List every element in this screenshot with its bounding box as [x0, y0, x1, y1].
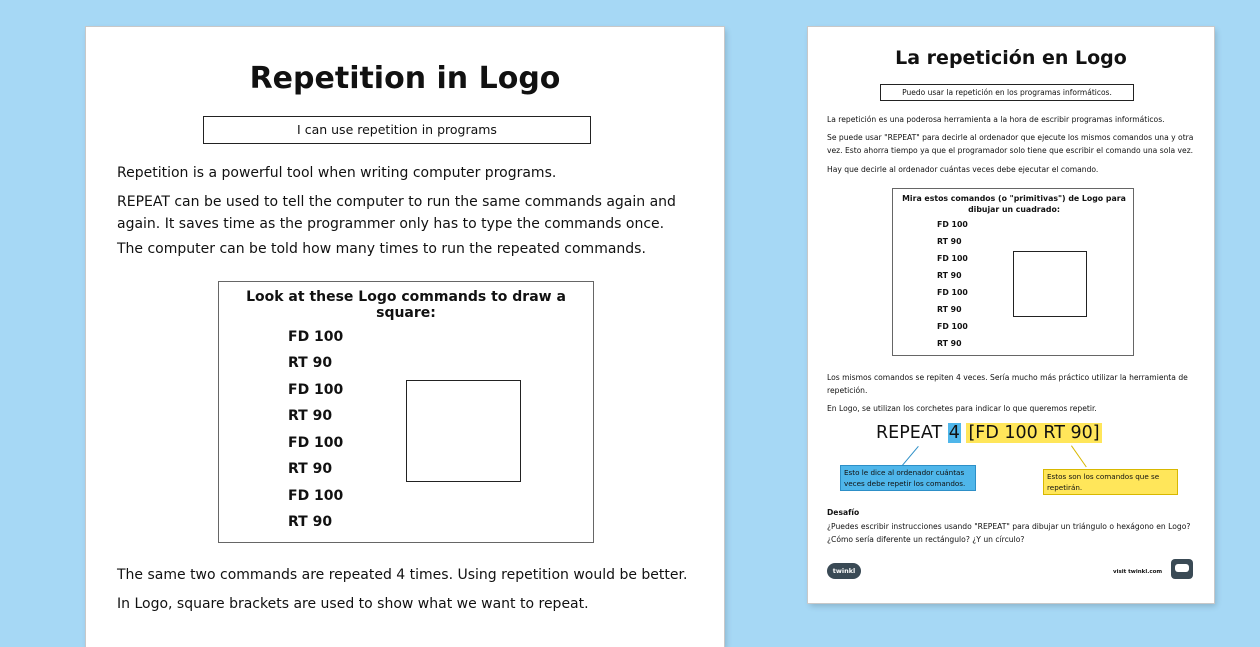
square-drawing	[406, 380, 521, 482]
logo-command: RT 90	[937, 305, 962, 314]
intro-paragraph: Hay que decirle al ordenador cuántas veces debe ejecutar el comando.	[827, 165, 1099, 174]
twinkl-logo: twinkl	[827, 563, 861, 579]
count-connector	[901, 446, 918, 467]
commands-callout: Estos son los comandos que se repetirán.	[1043, 469, 1178, 495]
worksheet-title: Repetition in Logo	[249, 61, 561, 96]
logo-command: FD 100	[937, 288, 968, 297]
logo-command: RT 90	[288, 514, 333, 530]
repeat-commands: [FD 100 RT 90]	[968, 423, 1100, 443]
repeat-count: 4	[948, 423, 960, 443]
outro-paragraph: In Logo, square brackets are used to show what we want to repeat.	[117, 596, 589, 612]
logo-command: FD 100	[288, 488, 344, 504]
outro-paragraph: Los mismos comandos se repiten 4 veces. Sería mucho más práctico utilizar la herramienta de repetición.	[827, 373, 1188, 395]
english-worksheet	[86, 27, 724, 647]
logo-command: RT 90	[288, 408, 333, 424]
logo-command: FD 100	[288, 435, 344, 451]
commands-box-heading: Look at these Logo commands to draw a square:	[246, 289, 566, 321]
intro-paragraph: The computer can be told how many times to run the repeated commands.	[117, 241, 646, 257]
logo-command: FD 100	[288, 382, 344, 398]
logo-command: RT 90	[937, 237, 962, 246]
intro-paragraph: Se puede usar "REPEAT" para decirle al ordenador que ejecute los mismos comandos una y otra vez. Esto ahorra tiempo ya que el programador solo tiene que escribir el comando una sola vez.	[827, 133, 1194, 155]
logo-command: RT 90	[937, 339, 962, 348]
count-callout: Esto le dice al ordenador cuántas veces debe repetir los comandos.	[840, 465, 976, 491]
logo-command: FD 100	[937, 322, 968, 331]
square-drawing	[1013, 251, 1087, 317]
logo-command: RT 90	[937, 271, 962, 280]
logo-command: FD 100	[937, 220, 968, 229]
commands-connector	[1071, 445, 1087, 467]
repeat-keyword: REPEAT	[876, 423, 943, 443]
challenge-text: ¿Puedes escribir instrucciones usando "REPEAT" para dibujar un triángulo o hexágono en Logo? ¿Cómo sería diferente un rectángulo? ¿Y un círculo?	[827, 522, 1191, 544]
logo-command: FD 100	[288, 329, 344, 345]
learning-objective: I can use repetition in programs	[203, 116, 591, 144]
intro-paragraph: REPEAT can be used to tell the computer to run the same commands again and again. It saves time as the programmer only has to type the commands once.	[117, 194, 676, 232]
commands-box	[218, 281, 594, 543]
repeat-example	[876, 423, 1102, 443]
outro-paragraph: En Logo, se utilizan los corchetes para indicar lo que queremos repetir.	[827, 404, 1097, 413]
commands-box-heading: Mira estos comandos (o "primitivas") de Logo para dibujar un cuadrado:	[902, 194, 1126, 214]
intro-paragraph: Repetition is a powerful tool when writing computer programs.	[117, 165, 557, 181]
logo-command: RT 90	[288, 355, 333, 371]
worksheet-title: La repetición en Logo	[895, 47, 1127, 69]
challenge-title: Desafío	[827, 508, 860, 517]
logo-command: RT 90	[288, 461, 333, 477]
logo-command: FD 100	[937, 254, 968, 263]
commands-box	[892, 188, 1134, 356]
badge-logo-icon	[1171, 559, 1193, 579]
spanish-worksheet	[808, 27, 1214, 603]
outro-paragraph: The same two commands are repeated 4 times. Using repetition would be better.	[117, 567, 688, 583]
intro-paragraph: La repetición es una poderosa herramienta a la hora de escribir programas informáticos.	[827, 115, 1165, 124]
footer-url: visit twinkl.com	[1113, 569, 1163, 575]
learning-objective: Puedo usar la repetición en los programas informáticos.	[880, 84, 1134, 101]
